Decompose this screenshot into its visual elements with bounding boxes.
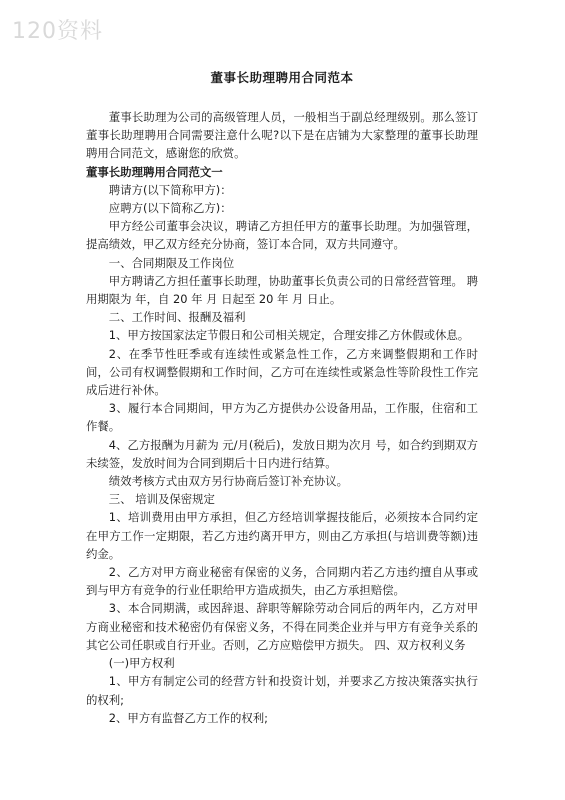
paragraph: 1、甲方有制定公司的经营方针和投资计划，并要求乙方按决策落实执行的权利;: [86, 674, 478, 707]
watermark: 120资料: [12, 19, 103, 44]
paragraph: 甲方经公司董事会决议，聘请乙方担任甲方的董事长助理。为加强管理，提高绩效，甲乙双方经充分协商，签订本合同，双方共同遵守。: [86, 219, 478, 252]
paragraph: 董事长助理为公司的高级管理人员，一般相当于副总经理级别。那么签订董事长助理聘用合同需要注意什么呢?以下是在店铺为大家整理的董事长助理聘用合同范文，感谢您的欣赏。: [86, 110, 478, 161]
paragraph: 1、甲方按国家法定节假日和公司相关规定，合理安排乙方休假或休息。: [108, 328, 470, 343]
paragraph: 3、本合同期满，或因辞退、辞职等解除劳动合同后的两年内，乙方对甲方商业秘密和技术秘密仍有保密义务，不得在同类企业并与甲方有竞争关系的其它公司任职或自行开业。否则，乙方应赔偿甲方损失。 四、双方权利义务: [86, 601, 478, 652]
paragraph: (一)甲方权利: [108, 656, 175, 671]
document-body: [86, 108, 478, 727]
section-heading: 董事长助理聘用合同范文一: [86, 164, 223, 179]
paragraph: 三、 培训及保密规定: [108, 492, 215, 507]
paragraph: 甲方聘请乙方担任董事长助理，协助董事长负责公司的日常经营管理。 聘用期限为 年，自 20 年 月 日起至 20 年 月 日止。: [86, 273, 478, 307]
paragraph: 2、甲方有监督乙方工作的权利;: [108, 710, 268, 725]
paragraph: 绩效考核方式由双方另行协商后签订补充协议。: [108, 474, 349, 489]
paragraph: 应聘方(以下简称乙方)：: [108, 201, 232, 216]
document-page: [86, 68, 478, 727]
paragraph: 4、乙方报酬为月薪为 元/月(税后)，发放日期为次月 号，如合约到期双方未续签，发放时间为合同到期后十日内进行结算。: [86, 437, 478, 470]
paragraph: 2、在季节性旺季或有连续性或紧急性工作，乙方来调整假期和工作时间，公司有权调整假期和工作时间，乙方可在连续性或紧急性等阶段性工作完成后进行补休。: [86, 346, 478, 398]
paragraph: 2、乙方对甲方商业秘密有保密的义务，合同期内若乙方违约擅自从事或到与甲方有竞争的行业任职给甲方造成损失，由乙方承担赔偿。: [86, 565, 478, 598]
paragraph: 二、工作时间、报酬及福利: [108, 310, 246, 325]
paragraph: 聘请方(以下简称甲方)：: [108, 182, 232, 197]
paragraph: 3、履行本合同期间，甲方为乙方提供办公设备用品，工作服，住宿和工作餐。: [86, 401, 478, 434]
document-title: 董事长助理聘用合同范本: [210, 70, 354, 85]
paragraph: 1、培训费用由甲方承担，但乙方经培训掌握技能后，必须按本合同约定在甲方工作一定期限，若乙方违约离开甲方，则由乙方承担(与培训费等额)违约金。: [86, 510, 478, 561]
paragraph: 一、合同期限及工作岗位: [108, 255, 235, 270]
